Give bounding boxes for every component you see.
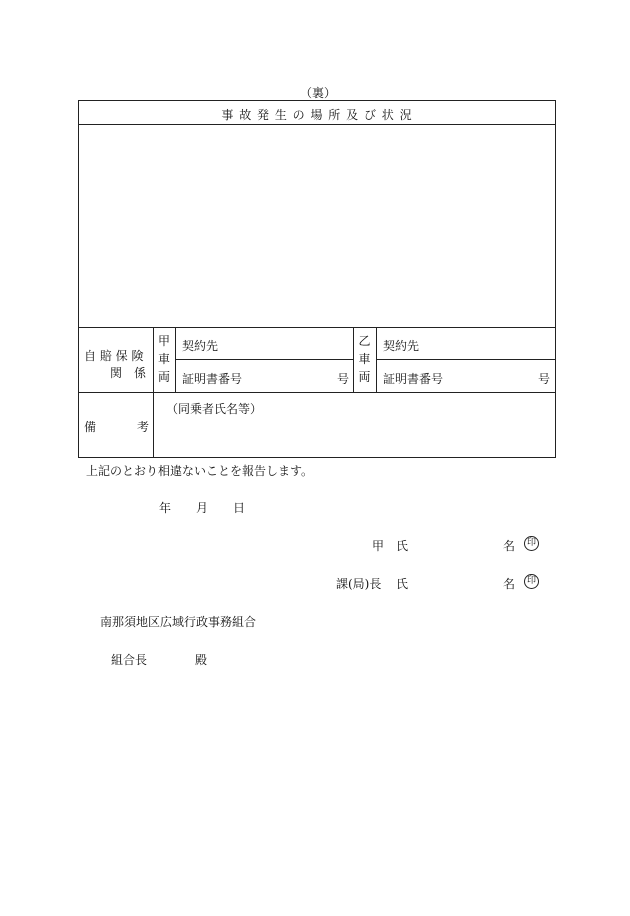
date-day: 日 xyxy=(233,501,246,515)
page-heading: （裏） xyxy=(300,86,337,100)
vehicle-b-contract-label: 契約先 xyxy=(383,339,420,353)
signature-2-mei: 名 xyxy=(503,577,516,591)
remarks-label-right: 考 xyxy=(137,420,150,434)
honorific: 殿 xyxy=(195,653,208,667)
addressee: 組合長 xyxy=(111,653,148,667)
vehicle-a-certificate-label: 証明書番号 xyxy=(182,372,243,386)
remarks-hint: （同乗者氏名等） xyxy=(166,402,263,416)
seal-icon: 印 xyxy=(524,536,539,551)
remarks-label-left: 備 xyxy=(84,420,97,434)
vehicle-a-contract-label: 契約先 xyxy=(182,339,219,353)
insurance-label-line2: 関 係 xyxy=(110,366,147,380)
signature-2-shi: 氏 xyxy=(396,577,409,591)
vehicle-b-certificate-label: 証明書番号 xyxy=(383,372,444,386)
vehicle-a-label: 甲 車 両 xyxy=(157,334,170,384)
insurance-label-line1: 自 賠 保 険 xyxy=(84,349,144,363)
signature-2-prefix: 課(局)長 xyxy=(336,577,382,591)
date-month: 月 xyxy=(196,501,209,515)
vehicle-b-number-suffix: 号 xyxy=(538,372,551,386)
signature-1-shi: 氏 xyxy=(396,539,409,553)
accident-description-area[interactable] xyxy=(79,125,555,327)
signature-1-mei: 名 xyxy=(503,539,516,553)
organization-name: 南那須地区広域行政事務組合 xyxy=(100,615,257,629)
date-year: 年 xyxy=(159,501,172,515)
seal-icon: 印 xyxy=(524,574,539,589)
section-title: 事 故 発 生 の 場 所 及 び 状 況 xyxy=(221,108,413,122)
vehicle-a-number-suffix: 号 xyxy=(337,372,350,386)
signature-1-prefix: 甲 xyxy=(372,539,385,553)
vehicle-b-label: 乙 車 両 xyxy=(358,334,371,384)
declaration-text: 上記のとおり相違ないことを報告します。 xyxy=(86,464,314,478)
accident-report-form xyxy=(78,100,556,458)
